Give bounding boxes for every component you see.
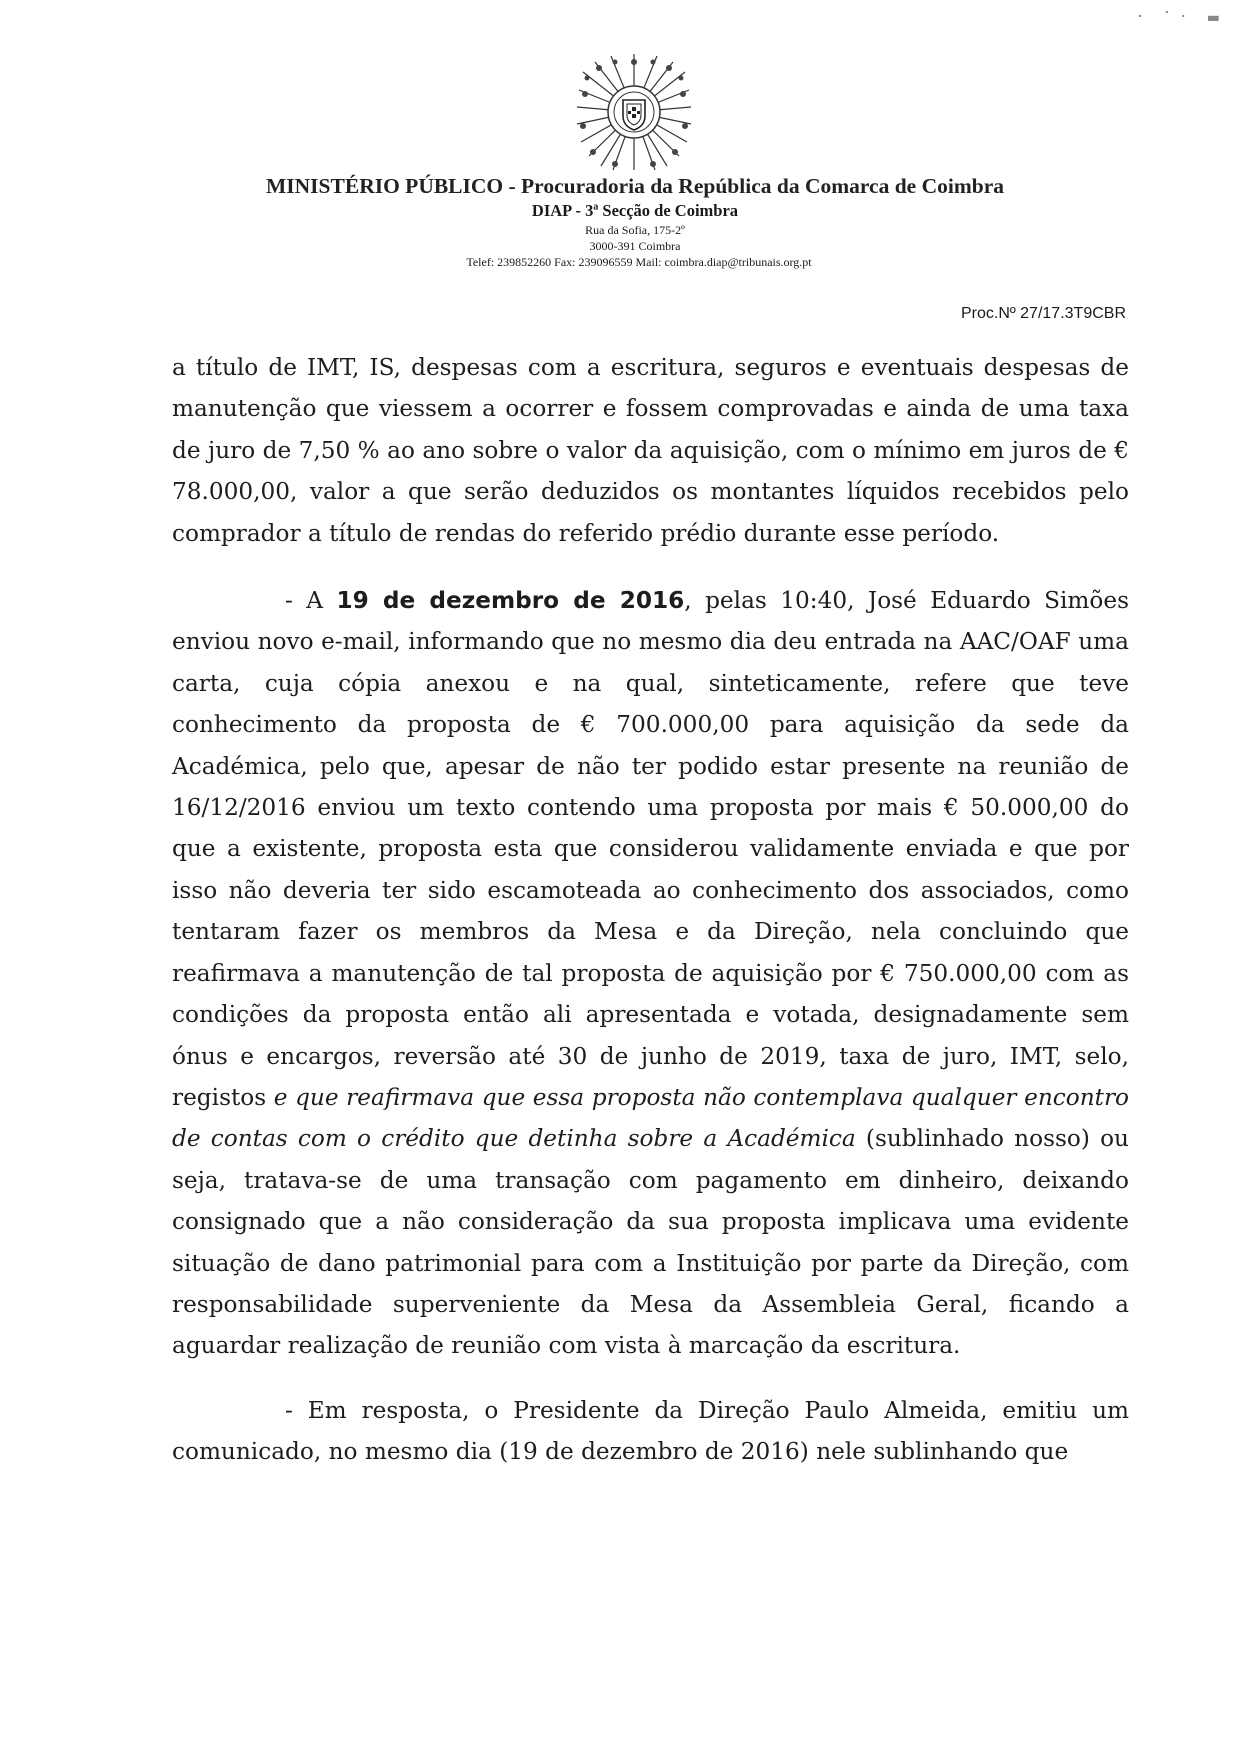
paragraph-2 [172,580,1129,1367]
paragraph-2-date: 19 de dezembro de 2016 [336,587,685,615]
paragraph-2-lead: - A [285,587,337,615]
document-body [172,347,1129,1473]
section-name: DIAP - 3ª Secção de Coimbra [531,201,739,220]
address-line-2: 3000-391 Coimbra [589,239,681,253]
scan-marks: ⠂ ⠁⠂ ▬ [1137,10,1226,26]
process-number: Proc.Nº 27/17.3T9CBR [960,305,1126,322]
paragraph-3: - Em resposta, o Presidente da Direção Paulo Almeida, emitiu um comunicado, no mesmo dia (19 de dezembro de 2016) nele sublinhando que [172,1396,1129,1466]
paragraph-1: a título de IMT, IS, despesas com a escritura, seguros e eventuais despesas de manutenção que viessem a ocorrer e fossem comprovadas e ainda de uma taxa de juro de 7,50 % ao ano sobre o valor da aquisição, com o mínimo em juros de € 78.000,00, valor a que serão deduzidos os montantes líquidos recebidos pelo comprador a título de rendas do referido prédio durante esse período. [172,354,1129,547]
paragraph-2-text: , pelas 10:40, José Eduardo Simões enviou novo e-mail, informando que no mesmo dia deu entrada na AAC/OAF uma carta, cuja cópia anexou e na qual, sinteticamente, refere que teve conhecimento da proposta de € 700.000,00 para aquisição da sede da Académica, pelo que, apesar de não ter podido estar presente na reunião de 16/12/2016 enviou um texto contendo uma proposta por mais € 50.000,00 do que a existente, proposta esta que considerou validamente enviada e que por isso não deveria ter sido escamoteada ao conhecimento dos associados, como tentaram fazer os membros da Mesa e da Direção, nela concluindo que reafirmava a manutenção de tal proposta de aquisição por € 750.000,00 com as condições da proposta então ali apresentada e votada, designadamente sem ónus e encargos, reversão até 30 de junho de 2019, taxa de juro, IMT, selo, registos [172,587,1129,1111]
contact-line: Telef: 239852260 Fax: 239096559 Mail: coimbra.diap@tribunais.org.pt [466,255,812,269]
paragraph-2-tail: (sublinhado nosso) ou seja, tratava-se de uma transação com pagamento em dinheiro, deixando consignado que a não consideração da sua proposta implicava uma evidente situação de dano patrimonial para com a Instituição por parte da Direção, com responsabilidade superveniente da Mesa da Assembleia Geral, ficando a aguardar realização de reunião com vista à marcação da escritura. [172,1125,1129,1360]
address-line-1: Rua da Sofia, 175-2º [585,223,685,237]
letterhead [0,172,1240,270]
paragraph-2-italic: e que reafirmava que essa proposta não contemplava qualquer encontro de contas com o crédito que detinha sobre a Académica [172,1083,1129,1153]
coat-of-arms-emblem [575,52,693,172]
ministry-title: MINISTÉRIO PÚBLICO - Procuradoria da República da Comarca de Coimbra [266,174,1004,198]
